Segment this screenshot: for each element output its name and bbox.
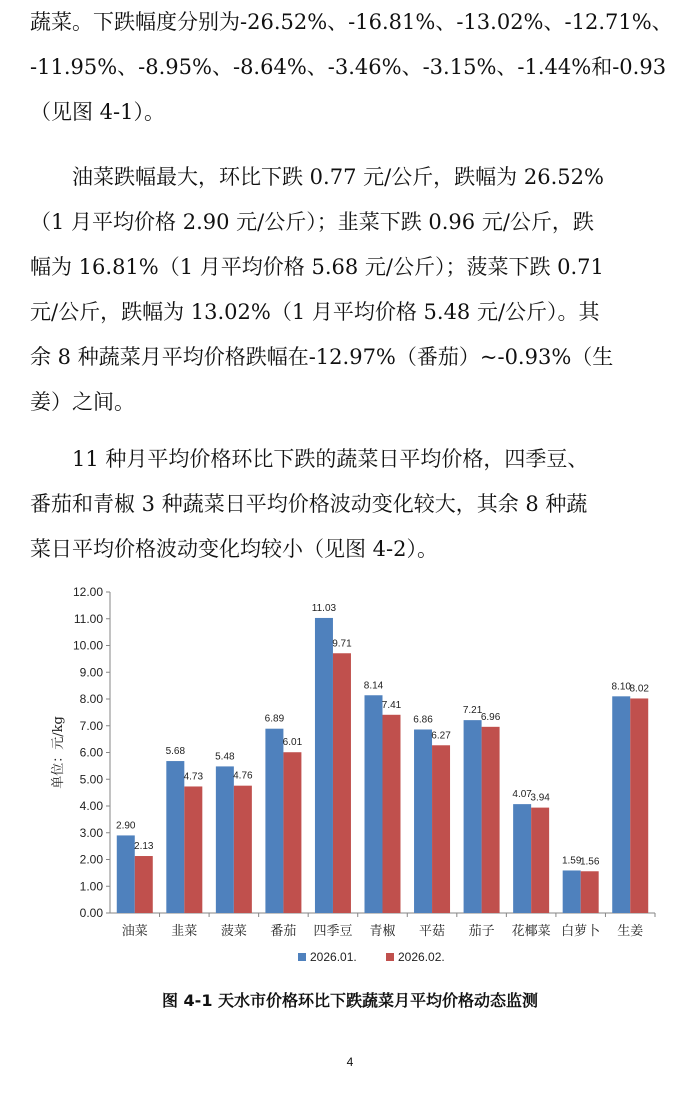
bar-feb (184, 786, 202, 913)
bar-feb (630, 698, 648, 913)
data-label: 8.02 (629, 683, 649, 695)
bar-jan (216, 766, 234, 913)
chart-svg (40, 578, 680, 978)
data-label: 4.73 (183, 771, 204, 783)
data-label: 1.59 (561, 855, 582, 867)
legend-swatch (298, 953, 306, 961)
text-line: （1 月平均价格 2.90 元/公斤）；韭菜下跌 0.96 元/公斤，跌 (30, 210, 594, 234)
data-label: 5.48 (215, 751, 235, 763)
y-tick-label: 2.00 (79, 852, 103, 867)
page-number: 4 (346, 1055, 354, 1069)
figure-caption: 图 4-1 天水市价格环比下跌蔬菜月平均价格动态监测 (161, 991, 539, 1010)
paragraph-2 (30, 155, 670, 425)
paragraph-1 (30, 0, 673, 135)
paragraph-3 (30, 437, 670, 572)
data-label: 6.86 (413, 714, 433, 726)
data-label: 2.13 (134, 841, 154, 853)
x-tick-label: 青椒 (369, 924, 396, 939)
text-line: 番茄和青椒 3 种蔬菜日平均价格波动变化较大，其余 8 种蔬 (30, 492, 588, 516)
text-line: -11.95%、-8.95%、-8.64%、-3.46%、-3.15%、-1.44%和-0.93 (30, 55, 667, 79)
y-tick-label: 4.00 (79, 799, 103, 813)
text-line: 幅为 16.81%（1 月平均价格 5.68 元/公斤）；菠菜下跌 0.71 (30, 255, 604, 279)
x-tick-label: 番茄 (270, 924, 297, 939)
x-tick-label: 平菇 (419, 924, 446, 939)
data-label: 7.21 (462, 705, 483, 717)
legend-label: 2026.02. (398, 950, 445, 964)
x-tick-label: 油菜 (121, 924, 148, 939)
bar-jan (315, 618, 333, 913)
y-tick-label: 10.00 (72, 638, 103, 653)
data-label: 7.41 (381, 699, 402, 711)
bar-jan (365, 695, 383, 913)
data-label: 11.03 (311, 602, 337, 614)
text-line: 余 8 种蔬菜月平均价格跌幅在-12.97%（番茄）~-0.93%（生 (30, 345, 614, 369)
y-tick-label: 11.00 (73, 611, 103, 626)
text-line: （见图 4-1）。 (30, 100, 165, 124)
data-label: 6.01 (282, 737, 303, 749)
data-label: 8.14 (363, 680, 384, 692)
x-tick-label: 白萝卜 (561, 924, 601, 939)
bar-jan (464, 720, 482, 913)
bar-feb (283, 752, 301, 913)
y-tick-label: 0.00 (79, 906, 103, 920)
y-tick-label: 6.00 (79, 745, 103, 760)
y-axis-title: 单位：元/kg (51, 716, 66, 789)
bar-feb (135, 856, 153, 913)
data-label: 5.68 (165, 746, 186, 758)
bar-chart (40, 578, 680, 978)
y-tick-label: 5.00 (79, 772, 103, 787)
bar-feb (234, 786, 252, 913)
x-tick-label: 花椰菜 (511, 924, 551, 939)
bar-jan (612, 696, 630, 913)
bar-jan (265, 729, 283, 913)
y-tick-label: 7.00 (79, 718, 103, 733)
bar-jan (513, 804, 531, 913)
text-line: 元/公斤，跌幅为 13.02%（1 月平均价格 5.48 元/公斤）。其 (30, 300, 600, 324)
data-label: 3.94 (530, 792, 550, 804)
text-line: 菜日平均价格波动变化均较小（见图 4-2）。 (30, 537, 438, 561)
bar-feb (333, 653, 351, 913)
data-label: 4.07 (512, 789, 532, 801)
bar-feb (581, 871, 599, 913)
bar-feb (383, 715, 401, 913)
x-tick-label: 四季豆 (313, 924, 353, 939)
x-tick-label: 生姜 (617, 924, 644, 939)
x-tick-label: 韭菜 (171, 924, 198, 939)
bar-jan (166, 761, 184, 913)
text-line: 油菜跌幅最大，环比下跌 0.77 元/公斤，跌幅为 26.52% (72, 165, 604, 189)
data-label: 9.71 (332, 638, 352, 650)
x-tick-label: 茄子 (468, 924, 495, 939)
bar-jan (117, 835, 135, 913)
data-label: 6.27 (431, 730, 451, 742)
text-line: 姜）之间。 (30, 390, 135, 414)
bar-jan (563, 870, 581, 913)
data-label: 8.10 (611, 681, 631, 693)
data-label: 6.89 (264, 713, 285, 725)
bar-jan (414, 729, 432, 913)
data-label: 1.56 (579, 856, 600, 868)
x-tick-label: 菠菜 (220, 924, 247, 939)
y-tick-label: 9.00 (79, 665, 103, 680)
y-tick-label: 8.00 (79, 692, 103, 706)
text-line: 蔬菜。下跌幅度分别为-26.52%、-16.81%、-13.02%、-12.71%、 (30, 10, 673, 34)
legend-swatch (386, 953, 394, 961)
y-tick-label: 3.00 (79, 825, 103, 840)
data-label: 4.76 (233, 770, 253, 782)
legend-label: 2026.01. (310, 950, 357, 964)
y-tick-label: 1.00 (79, 879, 103, 894)
data-label: 2.90 (116, 820, 136, 832)
text-line: 11 种月平均价格环比下跌的蔬菜日平均价格，四季豆、 (72, 447, 589, 471)
bar-feb (432, 745, 450, 913)
y-tick-label: 12.00 (72, 585, 103, 599)
data-label: 6.96 (480, 711, 501, 723)
bar-feb (482, 727, 500, 913)
bar-feb (531, 808, 549, 913)
